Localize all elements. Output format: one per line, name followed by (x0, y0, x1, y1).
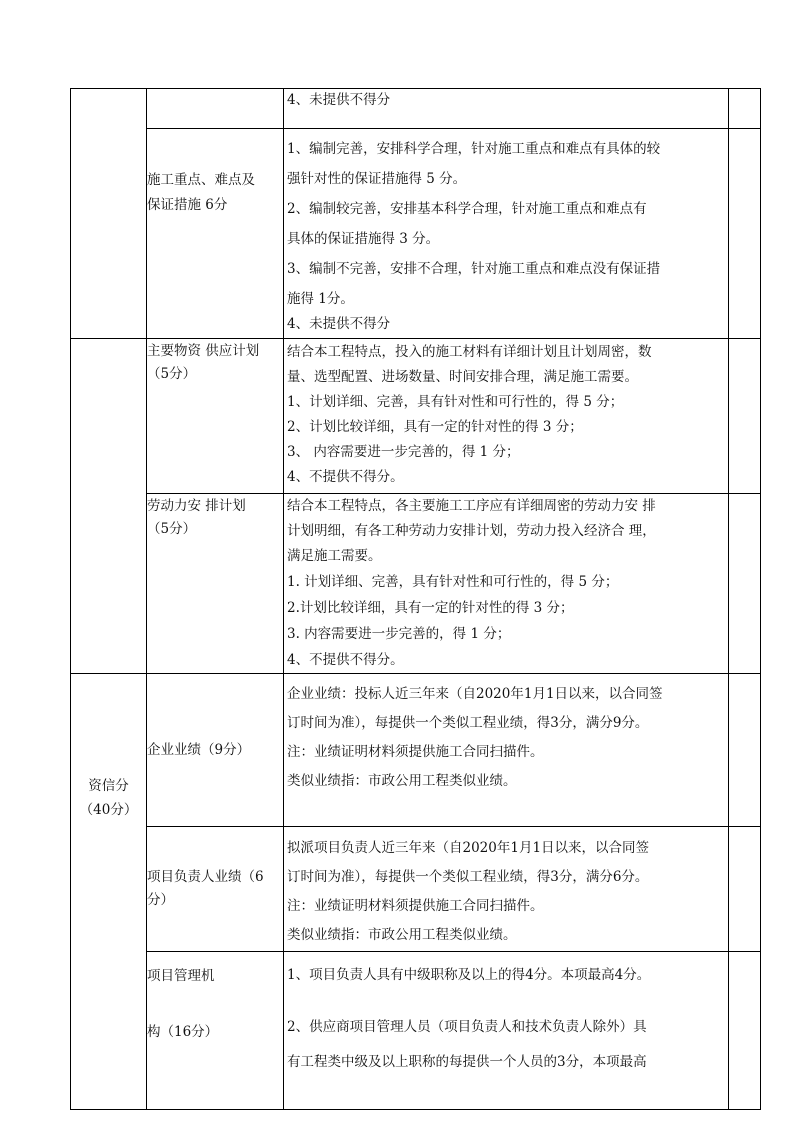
criteria-line: 4、不提供不得分。 (287, 469, 404, 485)
criteria-line: 2.计划比较详细，具有一定的针对性的得 3 分； (287, 600, 574, 616)
row-divider (146, 826, 761, 827)
criteria-line: 1、计划详细、完善，具有针对性和可行性的，得 5 分； (287, 394, 624, 410)
row-divider (70, 673, 761, 674)
criteria-line: 3、 内容需要进一步完善的，得 1 分； (287, 444, 520, 460)
item-name-line: 分） (147, 892, 174, 908)
criteria-line: 订时间为准），每提供一个类似工程业绩，得3分，满分9分。 (287, 715, 649, 731)
criteria-line: 1、编制完善，安排科学合理，针对施工重点和难点有具体的较 (287, 141, 661, 157)
category-label: 资信分 (88, 778, 129, 794)
item-name-line: （5分） (147, 521, 197, 537)
criteria-line: 注：业绩证明材料须提供施工合同扫描件。 (287, 898, 544, 914)
criteria-cell (287, 494, 656, 673)
table-border-bottom (70, 1109, 761, 1110)
criteria-line: 4、未提供不得分 (287, 316, 391, 332)
table-border-right (760, 88, 761, 1110)
criteria-line: 注：业绩证明材料须提供施工合同扫描件。 (287, 744, 544, 760)
criteria-cell (287, 134, 660, 334)
criteria-line: 结合本工程特点，投入的施工材料有详细计划且计划周密，数 (287, 344, 652, 360)
row-divider (70, 338, 761, 339)
criteria-line: 施得 1分。 (287, 291, 354, 307)
criteria-line: 4、不提供不得分。 (287, 652, 404, 668)
table-border-left (70, 88, 71, 1110)
item-name-line: 构（16分） (147, 1024, 219, 1040)
criteria-line: 4、未提供不得分 (287, 92, 391, 108)
criteria-line: 订时间为准），每提供一个类似工程业绩，得3分，满分6分。 (287, 869, 649, 885)
category-points: （40分） (79, 802, 138, 818)
row-divider (146, 951, 761, 952)
item-name-line: 项目负责人业绩（6 (147, 869, 264, 885)
criteria-cell (287, 340, 652, 490)
criteria-cell (287, 680, 663, 796)
table-border-col2 (283, 88, 284, 1110)
item-name-line: 劳动力安 排计划 (147, 498, 246, 514)
category-cell (71, 774, 146, 822)
table-border-col1 (146, 88, 147, 1110)
criteria-line: 强针对性的保证措施得 5 分。 (287, 171, 467, 187)
criteria-line: 1、项目负责人具有中级职称及以上的得4分。本项最高4分。 (287, 967, 651, 983)
table-border-col3 (728, 88, 729, 1110)
row-divider (146, 128, 761, 129)
table-border-top (70, 88, 761, 89)
criteria-cell (287, 960, 650, 1077)
item-name-line: （5分） (147, 366, 197, 382)
item-cell (147, 962, 218, 1046)
item-name-line: 企业业绩（9分） (147, 742, 251, 758)
criteria-line: 有工程类中级及以上职称的每提供一个人员的3分，本项最高 (287, 1054, 647, 1070)
criteria-cell (287, 86, 390, 114)
item-cell (147, 340, 259, 386)
criteria-line: 3. 内容需要进一步完善的，得 1 分； (287, 626, 511, 642)
item-name-line: 项目管理机 (147, 968, 215, 984)
criteria-line: 2、计划比较详细，具有一定的针对性的得 3 分； (287, 419, 583, 435)
criteria-line: 量、选型配置、进场数量、时间安排合理，满足施工需要。 (287, 369, 638, 385)
criteria-line: 结合本工程特点，各主要施工工序应有详细周密的劳动力安 排 (287, 498, 656, 514)
item-name-line: 主要物资 供应计划 (147, 343, 260, 359)
criteria-line: 类似业绩指：市政公用工程类似业绩。 (287, 927, 517, 943)
criteria-line: 具体的保证措施得 3 分。 (287, 231, 440, 247)
criteria-line: 拟派项目负责人近三年来（自2020年1月1日以来，以合同签 (287, 840, 650, 856)
item-name-line: 施工重点、难点及 (147, 172, 255, 188)
criteria-line: 企业业绩：投标人近三年来（自2020年1月1日以来，以合同签 (287, 686, 663, 702)
item-cell (147, 736, 250, 764)
criteria-line: 类似业绩指：市政公用工程类似业绩。 (287, 773, 517, 789)
item-name-line: 保证措施 6分 (147, 197, 228, 213)
criteria-cell (287, 834, 649, 950)
criteria-line: 2、供应商项目管理人员（项目负责人和技术负责人除外）具 (287, 1019, 647, 1035)
criteria-line: 3、编制不完善，安排不合理，针对施工重点和难点没有保证措 (287, 261, 661, 277)
item-cell (147, 168, 255, 218)
criteria-line: 1. 计划详细、完善，具有针对性和可行性的，得 5 分； (287, 574, 619, 590)
item-cell (147, 866, 264, 912)
criteria-line: 满足施工需要。 (287, 548, 382, 564)
criteria-line: 计划明细，有各工种劳动力安排计划，劳动力投入经济合 理， (287, 523, 656, 539)
item-cell (147, 495, 246, 541)
criteria-line: 2、编制较完善，安排基本科学合理，针对施工重点和难点有 (287, 201, 647, 217)
